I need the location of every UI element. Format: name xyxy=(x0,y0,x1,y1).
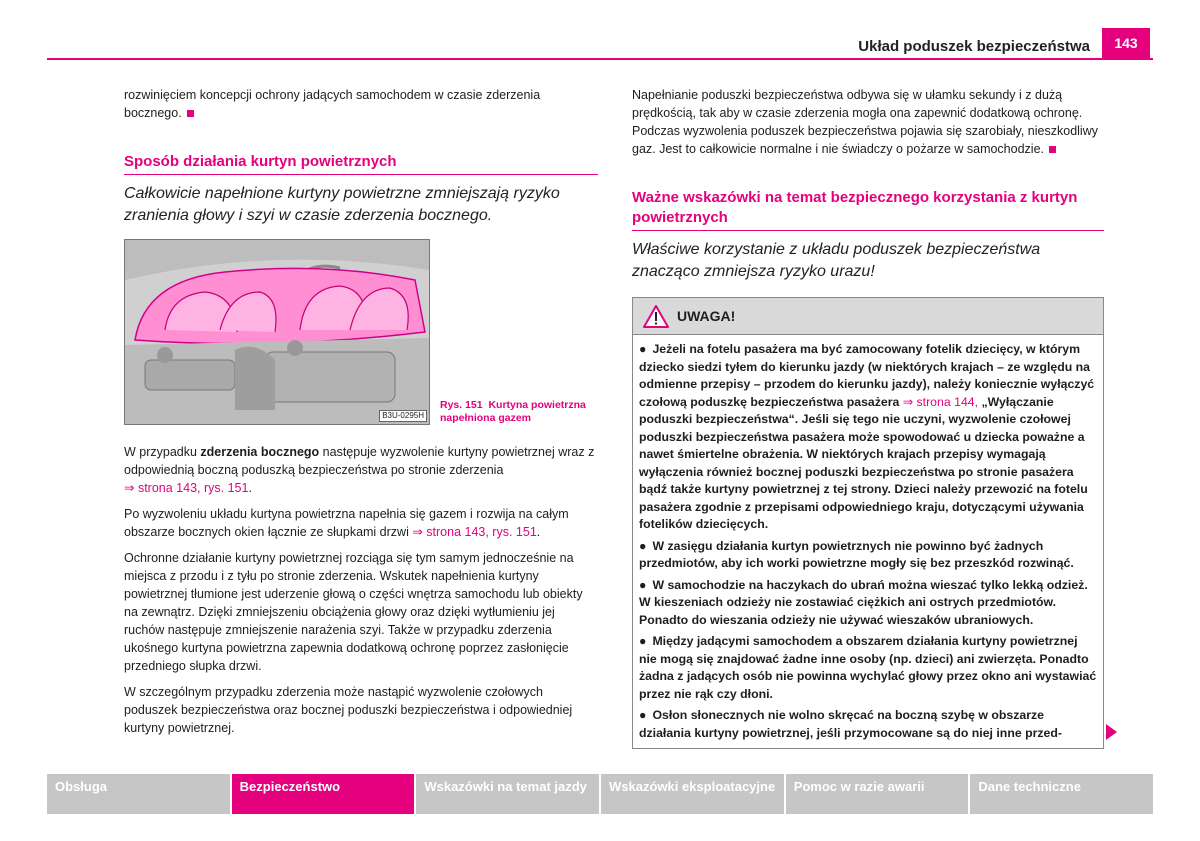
tab-bezpieczenstwo[interactable]: Bezpieczeństwo xyxy=(232,774,415,814)
warning-triangle-icon xyxy=(643,305,669,328)
warning-title: UWAGA! xyxy=(677,308,736,324)
left-column xyxy=(124,86,598,745)
end-of-section-icon xyxy=(187,110,194,117)
paragraph-protection: Ochronne działanie kurtyny powietrznej rozciąga się tym samym jednocześnie na miejsca z przodu i z tyłu po stronie zderzenia. Wskutek napełnienia kurtyny powietrznej tłumione jest uderzenie głową o części wnętrza samochodu lub obiekty na zewnątrz. Dzięki zmniejszeniu obciążenia głowy oraz dzięki wytłumieniu jej ruchów następuje zmniejszenie narażenia szyi. Także w przypadku zderzenia ukośnego kurtyna powietrzna zapewnia dodatkową ochronę poprzez zasłonięcie przedniego słupka drzwi. xyxy=(124,551,583,673)
cross-reference-link[interactable]: ⇒ strona 143, rys. 151 xyxy=(412,525,537,539)
paragraph-inflation-speed: Napełnianie poduszki bezpieczeństwa odbywa się w ułamku sekundy i z dużą prędkością, tak aby w czasie zderzenia mogła ona zapewnić dodatkową ochronę. Podczas wyzwolenia poduszek bezpieczeństwa pojawia się szarobiały, nieszkodliwy gaz. Jest to całkowicie normalne i nie świadczy o pożarze w samochodzie. xyxy=(632,88,1098,156)
warning-item: ● W samochodzie na haczykach do ubrań można wieszać tylko lekką odzież. W kieszeniach odzieży nie zostawiać ciężkich ani ostrych przedmiotów. Ponadto do wieszania odzieży nie używać wieszaków ubraniowych. xyxy=(639,577,1088,627)
end-of-section-icon xyxy=(1049,146,1056,153)
warning-item: ● Jeżeli na fotelu pasażera ma być zamocowany fotelik dziecięcy, w którym dziecko siedzi tyłem do kierunku jazdy (w niektórych krajach – ze względu na odmienne przepisy – przodem do kierunku jazdy), należy koniecznie wyłączyć czołową poduszkę bezpieczeństwa pasażera ⇒ strona 144, „Wyłączanie poduszki bezpieczeństwa“. Jeśli się tego nie uczyni, wyzwolenie czołowej poduszki bezpieczeństwa pasażera może spowodować u dziecka poważne a nawet śmiertelne obrażenia. W niektórych krajach przepisy wymagają wyłączenia również bocznej poduszki bezpieczeństwa po stronie pasażera bądź także kurtyny powietrznej z tej strony. Dzieci należy przewozić na fotelu pasażera zgodnie z przepisami odpowiedniego kraju, dotyczącymi używania fotelików dziecięcych. xyxy=(639,342,1095,531)
tab-pomoc[interactable]: Pomoc w razie awarii xyxy=(786,774,969,814)
figure-code: B3U-0295H xyxy=(379,410,427,422)
paragraph-inflation: Po wyzwoleniu układu kurtyna powietrzna napełnia się gazem i rozwija na całym obszarze bocznych okien łącznie ze słupkami drzwi ⇒ strona 143, rys. 151. xyxy=(124,507,569,539)
section-heading: Sposób działania kurtyn powietrznych xyxy=(124,152,598,175)
page-number: 143 xyxy=(1102,28,1150,58)
continued-paragraph: rozwinięciem koncepcji ochrony jadących samochodem w czasie zderzenia bocznego. xyxy=(124,88,541,120)
tab-dane-techniczne[interactable]: Dane techniczne xyxy=(970,774,1153,814)
header-rule xyxy=(47,58,1153,60)
paragraph-special-case: W szczególnym przypadku zderzenia może nastąpić wyzwolenie czołowych poduszek bezpieczeństwa oraz bocznej poduszki bezpieczeństwa i odpowiedniej kurtyny powietrznej. xyxy=(124,685,573,735)
figure xyxy=(124,239,598,425)
car-interior-drawing xyxy=(125,240,429,424)
airbag-curtain-illustration xyxy=(124,239,430,425)
bullet-icon: ● xyxy=(639,634,647,648)
running-header: Układ poduszek bezpieczeństwa xyxy=(858,38,1090,55)
bullet-icon: ● xyxy=(639,342,647,356)
cross-reference-link[interactable]: ⇒ strona 144, xyxy=(902,394,979,409)
right-column xyxy=(632,86,1104,749)
bullet-icon: ● xyxy=(639,708,647,722)
warning-item: ● Osłon słonecznych nie wolno skręcać na boczną szybę w obszarze działania kurtyny powietrznej, jeśli przymocowane są do niej inne przed- xyxy=(639,708,1062,740)
tab-wskazowki-jazdy[interactable]: Wskazówki na temat jazdy xyxy=(416,774,599,814)
warning-body xyxy=(633,335,1103,748)
warning-item: ● W zasięgu działania kurtyn powietrznych nie powinno być żadnych przedmiotów, aby ich worki powietrzne mogły się bez przeszkód rozwinąć. xyxy=(639,538,1074,570)
tab-obsluga[interactable]: Obsługa xyxy=(47,774,230,814)
next-page-arrow-icon[interactable] xyxy=(1106,724,1117,740)
section-intro: Całkowicie napełnione kurtyny powietrzne zmniejszają ryzyko zranienia głowy i szyi w czasie zderzenia bocznego. xyxy=(124,185,560,224)
warning-box xyxy=(632,297,1104,749)
bullet-icon: ● xyxy=(639,538,647,553)
figure-caption: Rys. 151 Kurtyna powietrzna napełniona gazem xyxy=(440,399,586,424)
chapter-nav xyxy=(47,774,1153,814)
paragraph-side-impact: W przypadku zderzenia bocznego następuje wyzwolenie kurtyny powietrznej wraz z odpowiednią boczną poduszką bezpieczeństwa po stronie zderzenia ⇒ strona 143, rys. 151. xyxy=(124,445,595,495)
cross-reference-link[interactable]: ⇒ strona 143, rys. 151 xyxy=(124,481,249,495)
warning-header xyxy=(633,298,1103,335)
warning-item: ● Między jadącymi samochodem a obszarem działania kurtyny powietrznej nie mogą się znajdować żadne inne osoby (np. dzieci) ani zwierzęta. Ponadto żadna z jadących osób nie powinna wychylać głowy przez okno ani wystawiać przez nie rąk czy dłoni. xyxy=(639,634,1097,701)
tab-wskazowki-eksploatacyjne[interactable]: Wskazówki eksploatacyjne xyxy=(601,774,784,814)
section-intro: Właściwe korzystanie z układu poduszek bezpieczeństwa znacząco zmniejsza ryzyko urazu! xyxy=(632,241,1041,280)
bullet-icon: ● xyxy=(639,577,647,592)
section-heading: Ważne wskazówki na temat bezpiecznego korzystania z kurtyn powietrznych xyxy=(632,188,1104,231)
